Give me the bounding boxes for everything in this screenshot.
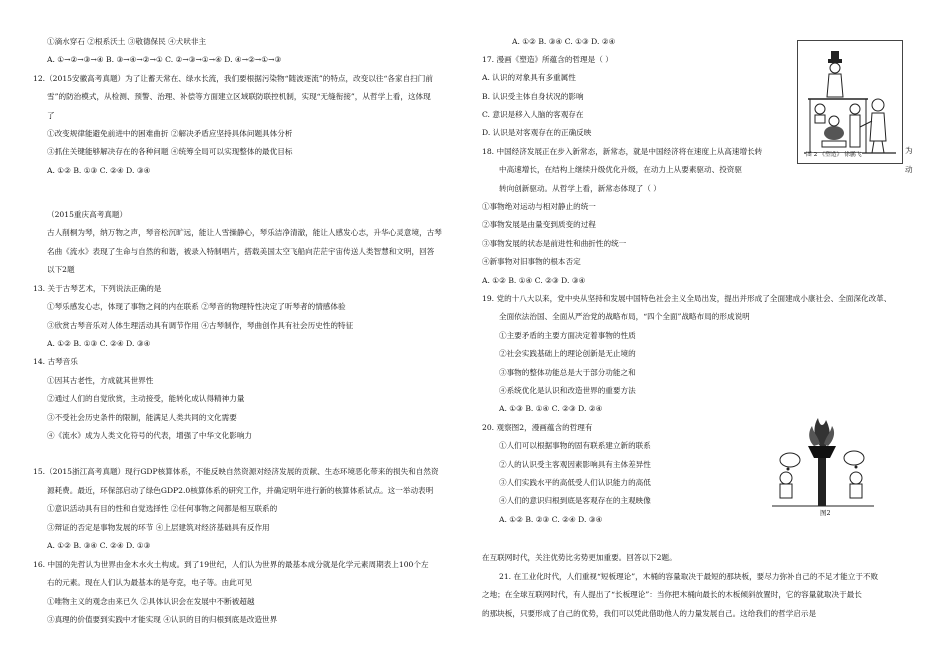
- torch-figure-caption: 图2: [820, 509, 831, 517]
- right-column-line: ②社会实践基础上的理论创新是无止境的: [499, 349, 636, 358]
- left-column-line: ④《流水》成为人类文化符号的代表，增强了中华文化影响力: [47, 431, 253, 440]
- left-column-line: ③辩证的否定是事物发展的环节 ④上层建筑对经济基础具有反作用: [47, 523, 270, 532]
- left-column-line: ②通过人们的自觉欣赏，主动接受，能转化成认得精神力量: [47, 394, 245, 403]
- torch-cartoon-figure: [768, 416, 878, 520]
- left-column-line: 12.（2015安徽高考真题）为了让蓄天常在、绿水长流，我们要根据污染物“随波逐流”的特点，改变以往“各家自扫门前: [33, 74, 433, 83]
- left-column-line: 右的元素。现在人们认为最基本的是夸克，电子等。由此可见: [47, 578, 253, 587]
- left-column-line: ①因其古老性，方成就其世界性: [47, 376, 154, 385]
- left-column-line: 13. 关于古琴艺术，下列说法正确的是: [33, 284, 162, 293]
- left-column-line: 名曲《流水》表现了生命与自然的和谐，被录入特制唱片，搭载美国太空飞船向茫茫宇宙传送人类智慧和文明，回答: [47, 247, 435, 256]
- right-column-line: 全面依法治国、全面从严治党的战略布局，“四个全面”战略布局的形成说明: [499, 312, 750, 321]
- left-column-line: ①唯物主义的观念由来已久 ②具体认识会在发展中不断被超越: [47, 597, 255, 606]
- right-column-line: 20. 观察图2，漫画蕴含的哲理有: [482, 423, 593, 432]
- left-column-line: 14. 古琴音乐: [33, 357, 78, 366]
- left-column-line: ③欣赏古琴音乐对人体生理活动具有调节作用 ④古琴制作，琴曲创作具有社会历史性的特征: [47, 321, 354, 330]
- left-column-line: 16. 中国的先哲认为世界由金木水火土构成。到了19世纪，人们认为世界的最基本成分就是化学元素周期表上100个左: [33, 560, 429, 569]
- sculpt-figure-caption: 图 2 《塑造》 徐鹏飞: [806, 152, 862, 158]
- right-column-line: 中高速增长，在结构上继续升级优化升级，在动力上从要素驱动、投资驱: [499, 165, 742, 174]
- right-column-line: 的那块板，只要形成了自己的优势，我们可以凭此借助他人的力量发展自己。这给我们的哲学启示是: [482, 609, 817, 618]
- right-column-line: ②人的认识受主客观因素影响具有主体差异性: [499, 460, 651, 469]
- left-column-line: （2015重庆高考真题）: [47, 210, 128, 219]
- right-column-line: ④新事物对旧事物的根本否定: [482, 257, 581, 266]
- right-column-line: ①人们可以根据事物的固有联系建立新的联系: [499, 441, 651, 450]
- torch-cartoon-illustration: [768, 416, 878, 520]
- right-column-line: A. ①② B. ③④ C. ①③ D. ②④: [512, 37, 616, 46]
- right-column-line: 18. 中国经济发展正在步入新常态，新常态，就是中国经济将在速度上从高速增长转: [482, 147, 763, 156]
- left-column-line: 以下2题: [47, 265, 75, 274]
- left-column-line: ①琴乐感发心志，体现了事物之间的内在联系 ②琴音的物理特性决定了听琴者的情感体验: [47, 302, 346, 311]
- right-column-line: B. 认识受主体自身状况的影响: [482, 92, 584, 101]
- right-column-line: A. 认识的对象具有多重属性: [482, 73, 576, 82]
- left-column-line: A. ①② B. ①③ C. ②④ D. ③④: [47, 166, 151, 175]
- left-column-line: A. ①② B. ③④ C. ②④ D. ①③: [47, 541, 151, 550]
- right-column-line: C. 意识是移入人脑的客观存在: [482, 110, 584, 119]
- sculpt-side-char-2: 动: [905, 165, 913, 174]
- left-column-line: 了: [47, 111, 55, 120]
- right-column-line: ①主要矛盾的主要方面决定着事物的性质: [499, 331, 636, 340]
- left-column-line: ③不受社会历史条件的限制，能满足人类共同的文化需要: [47, 413, 237, 422]
- right-column-line: 21. 在工业化时代，人们重视“短板理论”，木桶的容量取决于最短的那块板，要尽力弥补自己的不足才能立于不败: [499, 572, 879, 581]
- right-column-line: 转向创新驱动。从哲学上看，新常态体现了（ ）: [499, 184, 661, 193]
- right-column-line: 之地；在全球互联网时代，有人提出了“长板理论”：当你把木桶向最长的木板倾斜放置时，它的容量就取决于最长: [482, 590, 862, 599]
- right-column-line: A. ①② B. ①④ C. ②③ D. ③④: [482, 276, 586, 285]
- right-column-line: ④系统优化是认识和改造世界的重要方法: [499, 386, 636, 395]
- left-column-line: A. ①② B. ①③ C. ②④ D. ③④: [47, 339, 151, 348]
- right-column-line: ③事物的整体功能总是大于部分功能之和: [499, 368, 636, 377]
- left-column-line: ①改变规律能避免前进中的困难曲折 ②解决矛盾应坚持具体问题具体分析: [47, 129, 293, 138]
- sculpt-cartoon-figure: [797, 40, 903, 164]
- sculpt-cartoon-illustration: [798, 41, 902, 163]
- right-column-line: ②事物发展是由量变到质变的过程: [482, 220, 596, 229]
- right-column-line: D. 认识是对客观存在的正确反映: [482, 128, 592, 137]
- left-column-line: ③真理的价值要到实践中才能实现 ④认识的目的归根到底是改造世界: [47, 615, 278, 624]
- left-column-line: ①滴水穿石 ②根系沃土 ③敬德保民 ④犬吠非主: [47, 37, 207, 46]
- right-column-line: 17. 漫画《塑造》所蕴含的哲理是（ ）: [482, 55, 613, 64]
- right-column-line: ④人们的意识归根到底是客观存在的主观映像: [499, 496, 651, 505]
- left-column-line: 15.（2015浙江高考真题）现行GDP核算体系，不能反映自然资源对经济发展的贡献、生态环境恶化带来的损失和自然资: [33, 467, 439, 476]
- right-column-line: A. ①③ B. ①④ C. ②③ D. ②④: [499, 404, 603, 413]
- left-column-line: 古人削桐为琴，纳万物之声，琴音松沉旷远，能让人雪操静心，琴乐洁净清澈，能让人感发心志，升华心灵意境，古琴: [47, 228, 442, 237]
- left-column-line: ③抓住关键能够解决存在的各种问题 ④统筹全局可以实现整体的最优目标: [47, 147, 293, 156]
- right-column-line: 19. 党的十八大以来，党中央从坚持和发展中国特色社会主义全局出发，提出并形成了全面建成小康社会、全面深化改革、: [482, 294, 892, 303]
- left-column-line: 源耗费。最近，环保部启动了绿色GDP2.0核算体系的研究工作，并确定明年进行新的核算体系试点。这一举动表明: [47, 486, 434, 495]
- sculpt-side-char-1: 为: [905, 146, 913, 155]
- left-column-line: ①意识活动具有目的性和自觉选择性 ②任何事物之间都是相互联系的: [47, 504, 278, 513]
- right-column-line: A. ①② B. ②③ C. ②④ D. ③④: [499, 515, 603, 524]
- left-column-line: A. ①→②→③→④ B. ③→④→②→① C. ②→③→①→④ D. ④→②→①→③: [47, 55, 282, 64]
- right-column-line: ①事物绝对运动与相对静止的统一: [482, 202, 596, 211]
- left-column-line: 雪”的防治模式，从检测、预警、治理、补偿等方面建立区域联防联控机制，实现“无缝衔接”，从哲学上看，这体现: [47, 92, 431, 101]
- right-column-line: ③事物发展的状态是前进性和曲折性的统一: [482, 239, 627, 248]
- right-column-line: 在互联网时代，关注优势比劣势更加重要。回答以下2题。: [482, 553, 677, 562]
- right-column-line: ③人们实践水平的高低受人们认识能力的高低: [499, 478, 651, 487]
